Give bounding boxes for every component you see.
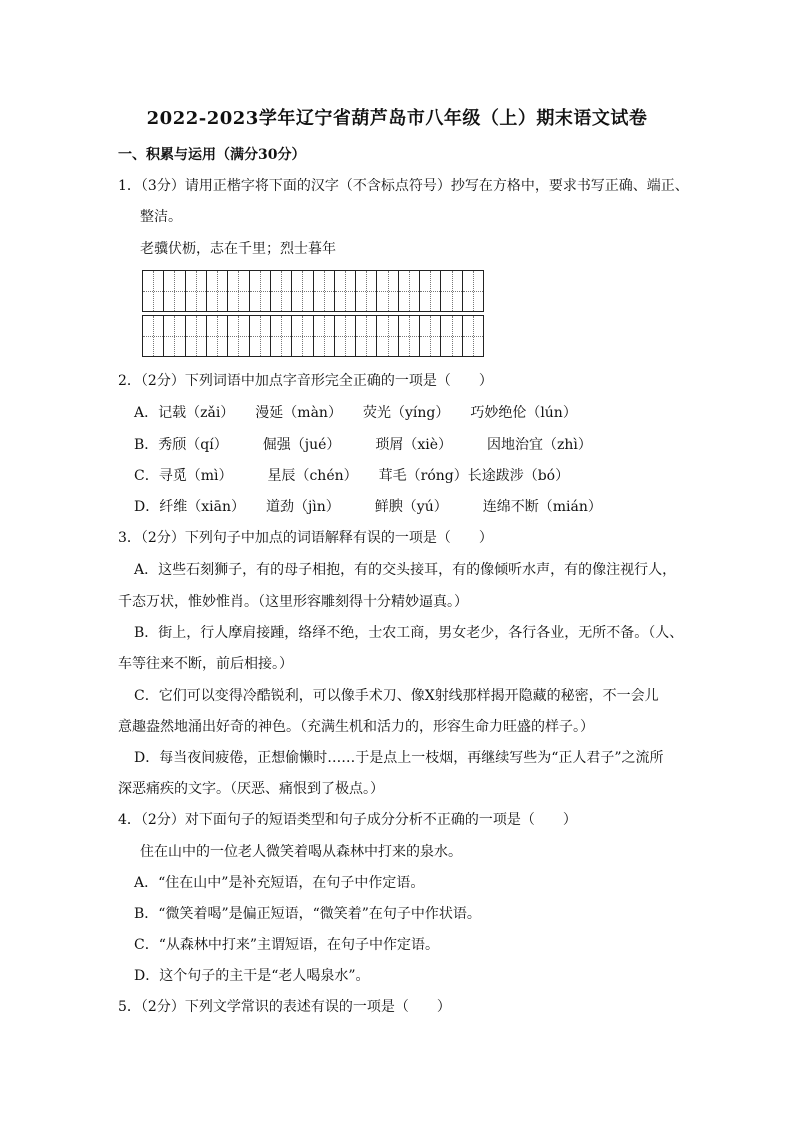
grid-cell[interactable] [228,316,249,356]
q5-stem: 5．（2分）下列文学常识的表述有误的一项是（ ） [118,999,451,1015]
q3-option-d-line1: D．每当夜间疲倦，正想偷懒时……于是点上一枝烟，再继续写些为“正人君子”之流所 [134,750,664,766]
grid-cell[interactable] [186,316,207,356]
grid-cell[interactable] [399,271,420,311]
grid-cell[interactable] [250,316,271,356]
grid-cell[interactable] [164,316,185,356]
grid-cell[interactable] [314,316,335,356]
grid-cell[interactable] [463,316,483,356]
grid-cell[interactable] [143,316,164,356]
q2-stem: 2．（2分）下列词语中加点字音形完全正确的一项是（ ） [118,373,493,389]
grid-cell[interactable] [335,316,356,356]
grid-cell[interactable] [441,316,462,356]
grid-cell[interactable] [356,316,377,356]
grid-cell[interactable] [420,271,441,311]
q3-option-b-line1: B．街上，行人摩肩接踵，络绎不绝，士农工商，男女老少，各行各业，无所不备。（人、 [134,625,684,641]
grid-cell[interactable] [143,271,164,311]
grid-cell[interactable] [463,271,483,311]
q4-stem: 4．（2分）对下面句子的短语类型和句子成分分析不正确的一项是（ ） [118,812,577,828]
grid-cell[interactable] [420,316,441,356]
grid-cell[interactable] [271,316,292,356]
grid-cell[interactable] [356,271,377,311]
grid-cell[interactable] [207,271,228,311]
q2-option-a: A．记载（zǎi） 漫延（màn） 荧光（yíng） 巧妙绝伦（lún） [134,405,577,421]
grid-cell[interactable] [377,316,398,356]
grid-cell[interactable] [164,271,185,311]
q2-option-d: D．纤维（xiān） 道劲（jìn） 鲜腴（yú） 连绵不断（mián） [134,499,602,515]
q3-option-c-line1: C．它们可以变得冷酷锐利，可以像手术刀、像X射线那样揭开隐藏的秘密，不一会儿 [134,688,659,704]
q3-stem: 3．（2分）下列句子中加点的词语解释有误的一项是（ ） [118,530,493,546]
writing-grid-row-1[interactable] [142,270,484,312]
grid-cell[interactable] [441,271,462,311]
q4-option-c: C．“从森林中打来”主谓短语，在句子中作定语。 [134,937,440,953]
q3-option-a-line2: 千态万状，惟妙惟肖。（这里形容雕刻得十分精妙逼真。） [118,594,468,610]
q3-option-b-line2: 车等往来不断，前后相接。） [118,656,293,672]
grid-cell[interactable] [228,271,249,311]
section-heading: 一、积累与运用（满分30分） [118,147,306,163]
grid-cell[interactable] [271,271,292,311]
q1-copy-text: 老骥伏枥，志在千里；烈士暮年 [140,241,336,257]
grid-cell[interactable] [207,316,228,356]
q1-stem-line1: 1．（3分）请用正楷字将下面的汉字（不含标点符号）抄写在方格中，要求书写正确、端正、 [118,178,689,194]
writing-grid-row-2[interactable] [142,315,484,357]
q3-option-a-line1: A．这些石刻狮子，有的母子相抱，有的交头接耳，有的像倾听水声，有的像注视行人， [134,562,677,578]
q3-option-d-line2: 深恶痛疾的文字。（厌恶、痛恨到了极点。） [118,781,384,797]
q4-sentence: 住在山中的一位老人微笑着喝从森林中打来的泉水。 [140,844,462,860]
q4-option-a: A．“住在山中”是补充短语，在句子中作定语。 [134,875,425,891]
grid-cell[interactable] [186,271,207,311]
q4-option-d: D．这个句子的主干是“老人喝泉水”。 [134,968,370,984]
q3-option-c-line2: 意趣盎然地涌出好奇的神色。（充满生机和活力的，形容生命力旺盛的样子。） [118,719,594,735]
grid-cell[interactable] [314,271,335,311]
grid-cell[interactable] [250,271,271,311]
q2-option-b: B．秀颀（qí） 倔强（jué） 琐屑（xiè） 因地治宜（zhì） [134,437,592,453]
grid-cell[interactable] [292,271,313,311]
grid-cell[interactable] [377,271,398,311]
grid-cell[interactable] [335,271,356,311]
q2-option-c: C．寻觅（mì） 星辰（chén） 茸毛（róng）长途跋涉（bó） [134,468,570,484]
grid-cell[interactable] [292,316,313,356]
page-title: 2022-2023学年辽宁省葫芦岛市八年级（上）期末语文试卷 [146,108,648,129]
q1-stem-line2: 整洁。 [140,209,182,225]
grid-cell[interactable] [399,316,420,356]
q4-option-b: B．“微笑着喝”是偏正短语，“微笑着”在句子中作状语。 [134,906,481,922]
